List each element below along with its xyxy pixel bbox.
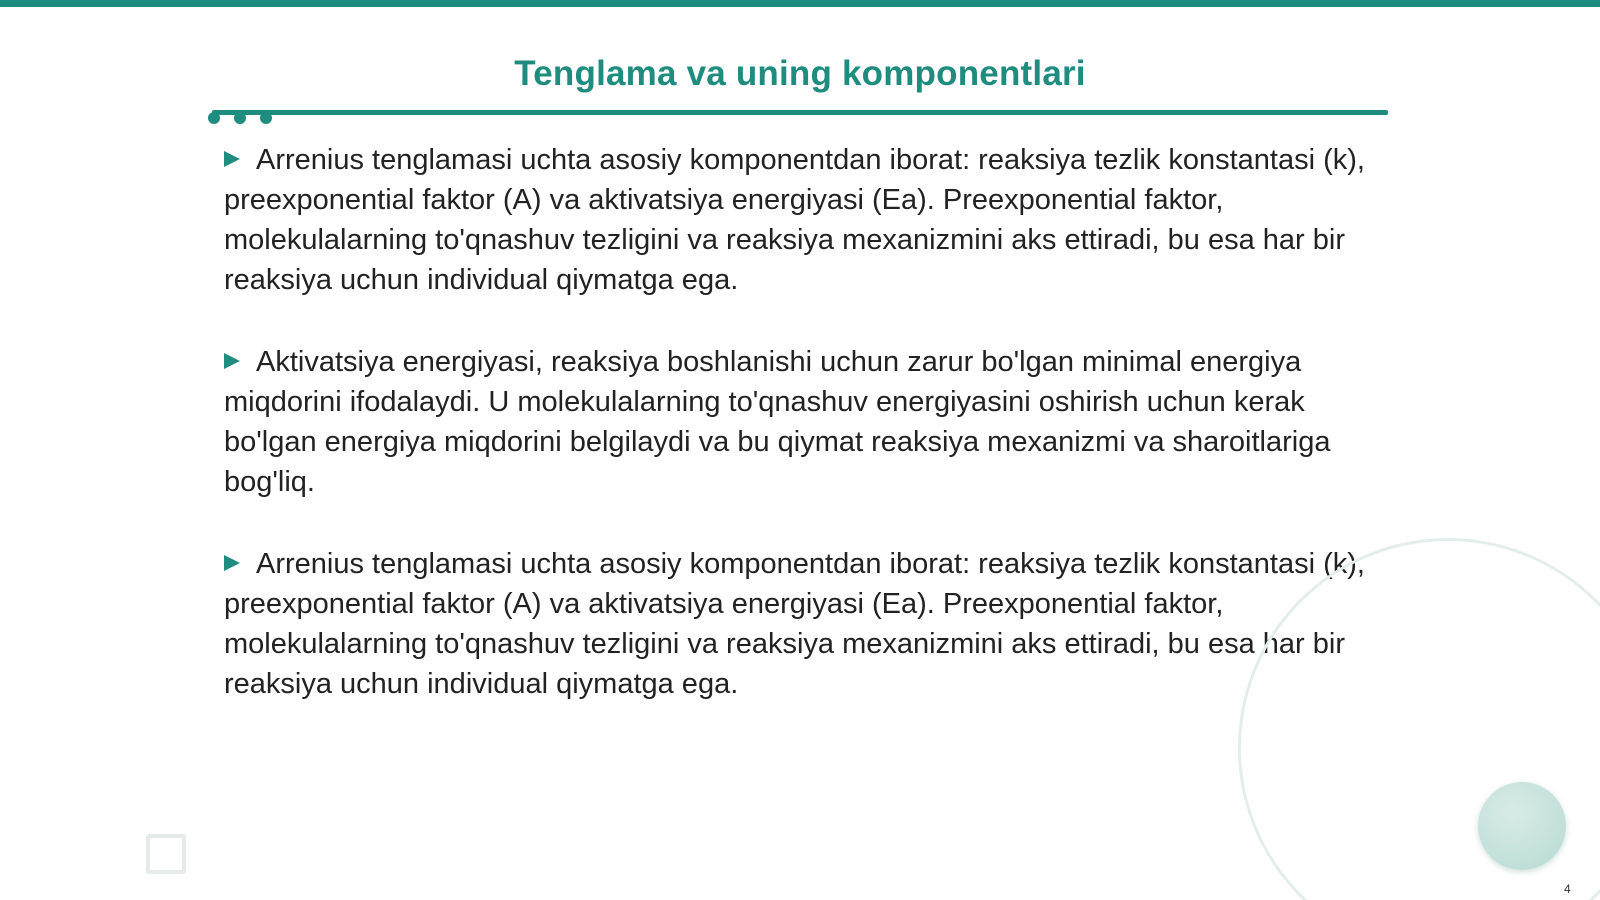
- bullet-list: [224, 140, 1384, 746]
- title-underline: [212, 110, 1388, 115]
- underline-dot-1: [208, 112, 220, 124]
- slide-title: Tenglama va uning komponentlari: [514, 54, 1086, 93]
- decorative-square: [146, 834, 186, 874]
- bullet-text: Arrenius tenglamasi uchta asosiy komponentdan iborat: reaksiya tezlik konstantasi (k), preexponential faktor (A) va aktivatsiya energiyasi (Ea). Preexponential faktor, molekulalarning to'qnashuv tezligini va reaksiya mexanizmini aks ettiradi, bu esa har bir reaksiya uchun individual qiymatga ega.: [224, 144, 1365, 296]
- triangle-bullet-icon: [224, 555, 240, 571]
- bullet-item-1: [224, 140, 1384, 300]
- page-number: 4: [1564, 882, 1571, 896]
- underline-dot-3: [260, 112, 272, 124]
- top-accent-bar: [0, 0, 1600, 7]
- bullet-text: Arrenius tenglamasi uchta asosiy komponentdan iborat: reaksiya tezlik konstantasi (k), preexponential faktor (A) va aktivatsiya energiyasi (Ea). Preexponential faktor, molekulalarning to'qnashuv tezligini va reaksiya mexanizmini aks ettiradi, bu esa har bir reaksiya uchun individual qiymatga ega.: [224, 548, 1365, 700]
- underline-dot-2: [234, 112, 246, 124]
- decorative-circle: [1478, 782, 1566, 870]
- triangle-bullet-icon: [224, 151, 240, 167]
- triangle-bullet-icon: [224, 353, 240, 369]
- bullet-item-2: [224, 342, 1384, 502]
- bullet-item-3: [224, 544, 1384, 704]
- bullet-text: Aktivatsiya energiyasi, reaksiya boshlanishi uchun zarur bo'lgan minimal energiya miqdorini ifodalaydi. U molekulalarning to'qnashuv energiyasini oshirish uchun kerak bo'lgan energiya miqdorini belgilaydi va bu qiymat reaksiya mexanizmi va sharoitlariga bog'liq.: [224, 346, 1331, 498]
